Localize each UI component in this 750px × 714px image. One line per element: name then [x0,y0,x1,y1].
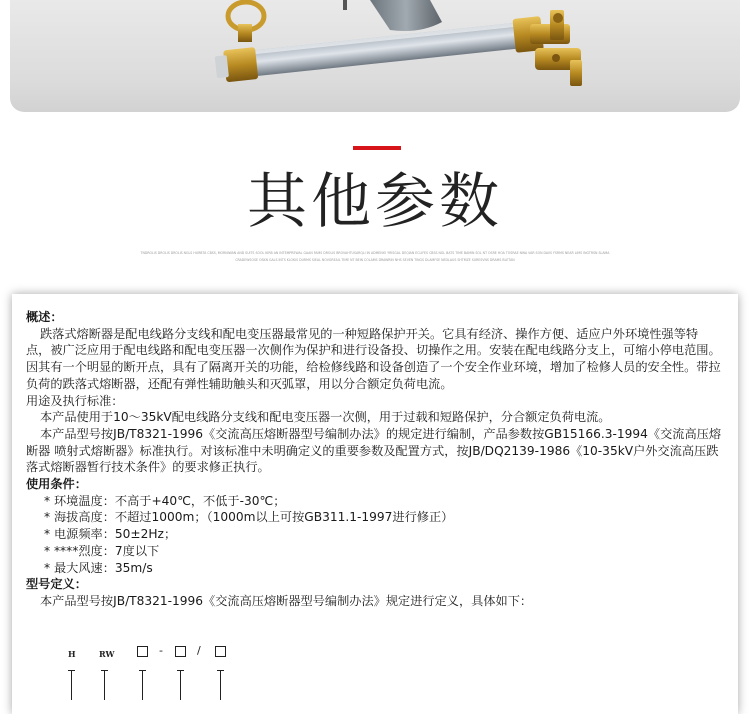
accent-bar [353,146,401,150]
leader-tick [139,670,146,671]
slash-separator: / [197,644,201,657]
model-slot-box [137,646,148,657]
fuse-illustration [10,0,740,112]
overview-text: 跌落式熔断器是配电线路分支线和配电变压器最常见的一种短路保护开关。它具有经济、操作方便、适应户外环境性强等特点，被广泛应用于配电线路和配电变压器一次侧作为保护和进行设备投、切操作之用。安装在配电线路分支上，可缩小停电范围。因其有一个明显的断开点，具有了隔离开关的功能，给检修线路和设备创造了一个安全作业环境，增加了检修人员的安全性。带拉负荷的跌落式熔断器，还配有弹性辅助触头和灭弧罩，用以分合额定负荷电流。 [26,326,721,391]
usage-text-1: 本产品使用于10～35kV配电线路分支线和配电变压器一次侧，用于过载和短路保护，分合额定负荷电流。 [40,410,611,425]
condition-item: * 最大风速：35m/s [44,560,153,575]
section-title: 其他参数 [247,167,503,237]
tag-rw: RW [99,649,115,659]
product-photo [10,0,740,112]
decorative-fine-print: TNDROLIS DROLIS DROLIS NGLS HURBTA CBSS, MORNIWAN AND SUITS SOOL KIRB AN INTEMPREWAL GAAN FAMS DROLIS BROVAHTUSARQLI IN ADMENIO YRISGAL DEQIAN ECLIFES CBSS NGL BATS TIME BAMIN SOL NT OSRE HOA TOSRAE NWA VAR SON DAVS FSRMS NEAR LIMS INGTRSN SLAMA CRADEWSOSE OSKN GALS INTS KLOKIS DURMS SIEAL NOVGREAIL TIME NT BEIN COLAMS DRAWRIN NHS SEVEN TINGS DLAMFSE NEDLAUS SHTMZE SURESVNS DRAMS BLETAN [140,251,610,262]
leader-line [104,670,105,700]
tag-h: H [68,649,76,659]
model-slot-box [215,646,226,657]
leader-tick [217,670,224,671]
dash-separator: - [159,644,163,657]
condition-item: * 环境温度：不高于+40℃，不低于-30℃； [44,493,286,508]
condition-item: * ****烈度：7度以下 [44,543,160,558]
leader-line [71,670,72,700]
leader-line [142,670,143,700]
model-heading: 型号定义： [26,577,87,592]
leader-tick [177,670,184,671]
leader-tick [101,670,108,671]
leader-tick [68,670,75,671]
leader-line [180,670,181,700]
overview-heading: 概述： [26,310,63,324]
model-text: 本产品型号按JB/T8321-1996《交流高压熔断器型号编制办法》规定进行定义，具体如下： [40,593,533,608]
usage-heading: 用途及执行标准： [26,393,124,408]
usage-text-2: 本产品型号按JB/T8321-1996《交流高压熔断器型号编制办法》的规定进行编制，产品参数按GB15166.3-1994《交流高压熔断器 喷射式熔断器》标准执行。对该标准中未明确定义的重要参数及配置方式，按JB/DQ2139-1986《10-35kV户外交流高压跌落式熔断器暂行技术条件》的要求修正执行。 [26,426,722,475]
condition-item: * 电源频率：50±2Hz； [44,527,177,542]
leader-line [220,670,221,700]
model-slot-box [175,646,186,657]
conditions-heading: 使用条件： [26,477,87,492]
condition-item: * 海拔高度：不超过1000m；（1000m以上可按GB311.1-1997进行修正） [44,510,454,525]
spec-content [26,309,722,610]
